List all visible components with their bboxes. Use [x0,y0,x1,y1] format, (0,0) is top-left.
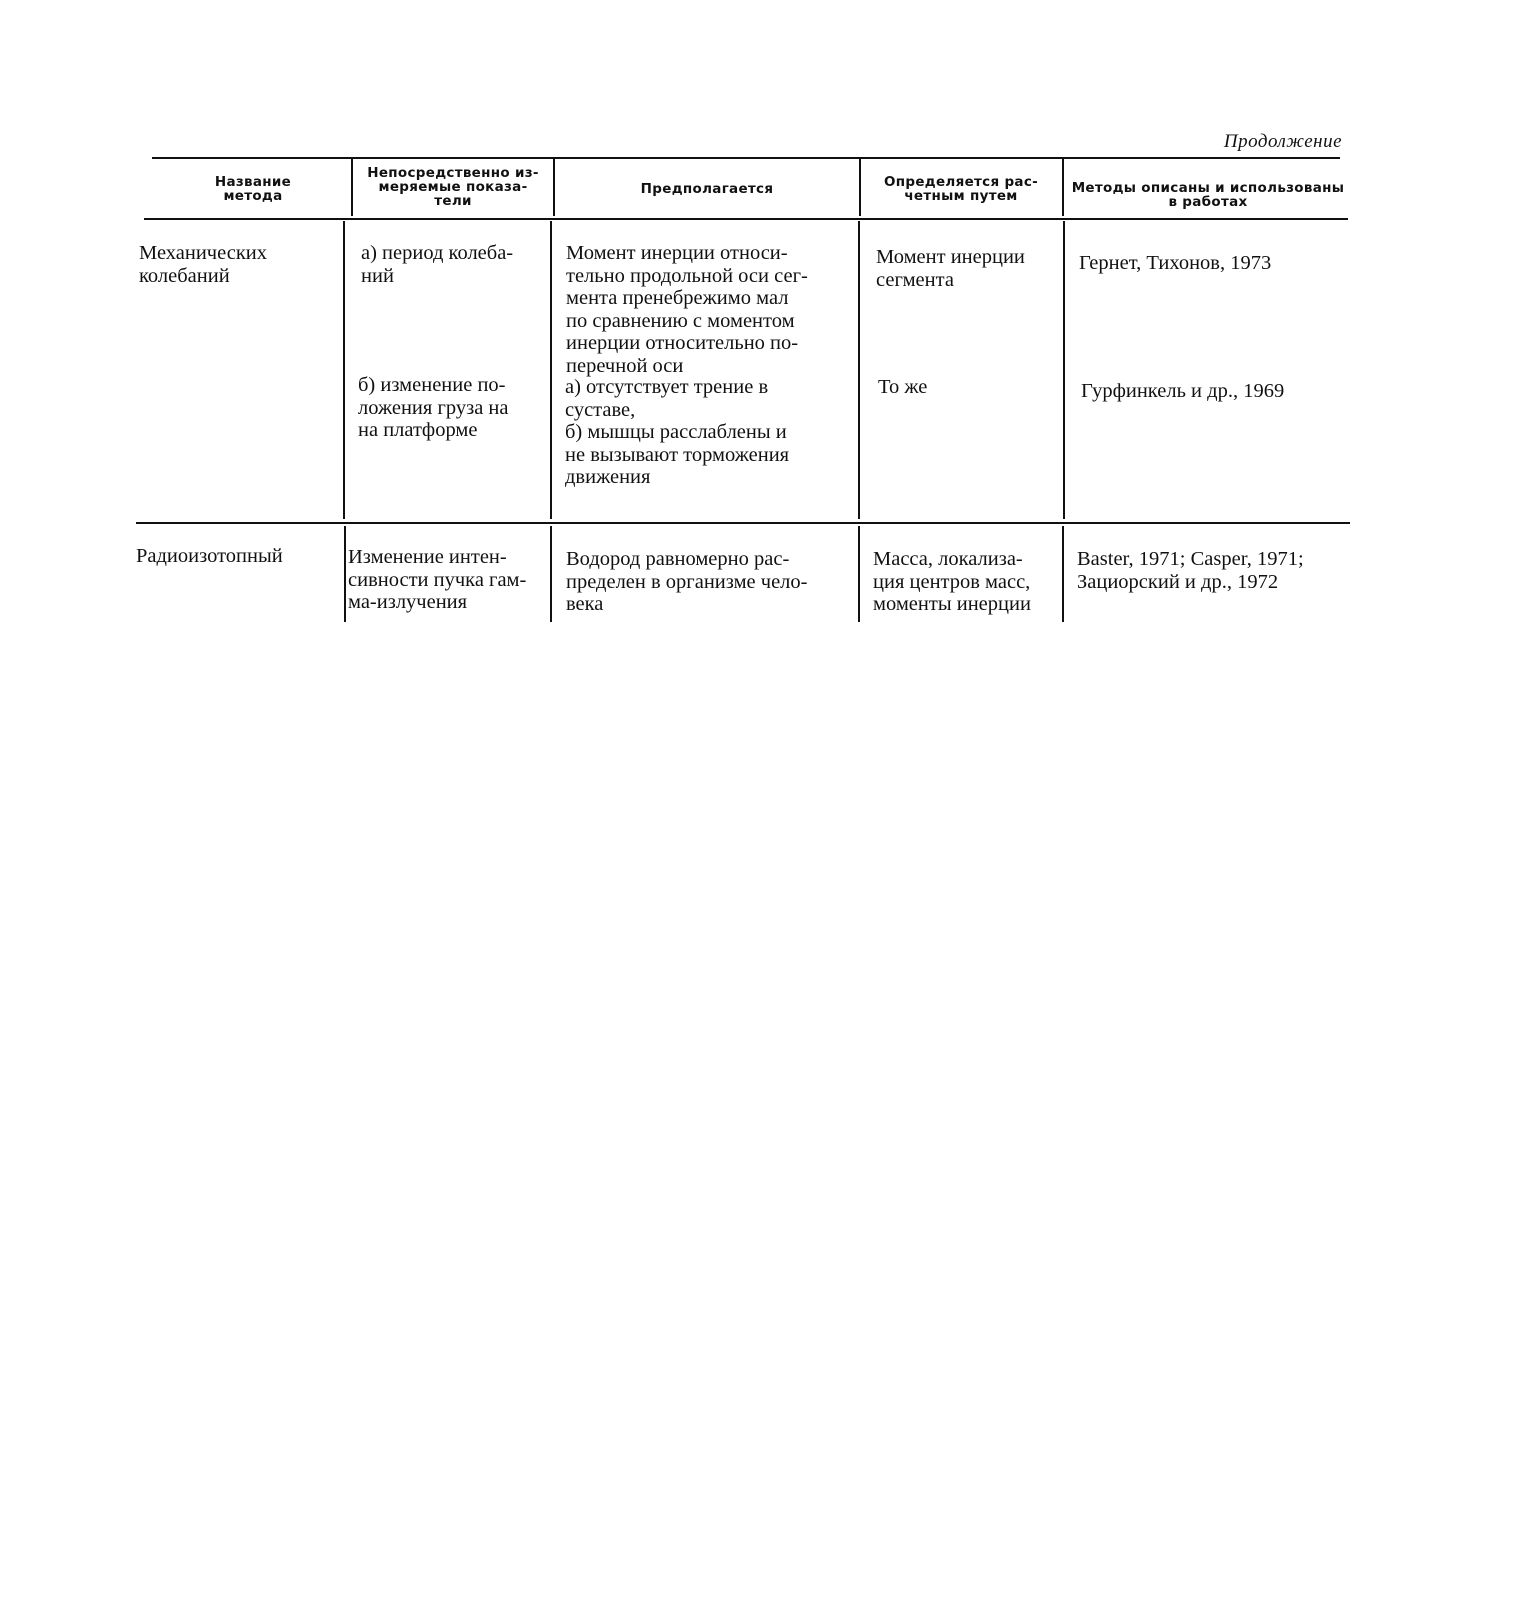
header-col-divider [351,158,353,216]
row-col-divider [1063,221,1065,519]
row-col-divider [550,221,552,519]
table-row-measured-b: б) изменение по- ложения груза на на платформе [358,374,509,441]
row-col-divider [858,221,860,519]
row-col-divider [343,221,345,519]
table-row-assumed-a: Момент инерции относи- тельно продольной оси сег- мента пренебрежимо мал по сравнению с моментом инерции относительно по- перечной оси [566,242,808,377]
row-col-divider [344,526,346,622]
header-col-divider [1062,158,1064,216]
row-col-divider [1062,526,1064,622]
table-row-method-name: Радиоизотопный [136,545,283,567]
header-col-divider [859,158,861,216]
table-row-references-b: Гурфинкель и др., 1969 [1081,380,1285,402]
header-measured: Непосредственно из- меряемые показа- тели [367,165,539,209]
header-method-name: Название метода [214,174,292,204]
table-row-assumed: Водород равномерно рас- пределен в организме чело- века [566,548,808,615]
table-row-calculated-a: Момент инерции сегмента [876,246,1025,291]
table-row-method-name: Механических колебаний [139,242,268,287]
row-col-divider [858,526,860,622]
table-row-calculated-b: То же [878,376,928,398]
row-separator-rule [136,522,1350,524]
header-references: Методы описаны и использованы в работах [1071,180,1345,210]
continuation-label: Продолжение [1223,131,1342,152]
header-calculated: Определяется рас- четным путем [883,174,1039,204]
table-row-references-a: Гернет, Тихонов, 1973 [1079,252,1272,274]
table-row-calculated: Масса, локализа- ция центров масс, моменты инерции [873,548,1031,615]
table-row-measured: Изменение интен- сивности пучка гам- ма-излучения [348,546,527,613]
table-row-assumed-b: а) отсутствует трение в суставе, б) мышцы расслаблены и не вызывают торможения движения [565,376,790,488]
header-col-divider [553,158,555,216]
header-bottom-rule [144,218,1348,220]
header-assumed: Предполагается [640,181,774,197]
row-col-divider [550,526,552,622]
table-row-references: Baster, 1971; Casper, 1971; Зациорский и др., 1972 [1077,548,1304,593]
table-row-measured-a: а) период колеба- ний [361,242,514,287]
table-top-rule [152,157,1340,159]
